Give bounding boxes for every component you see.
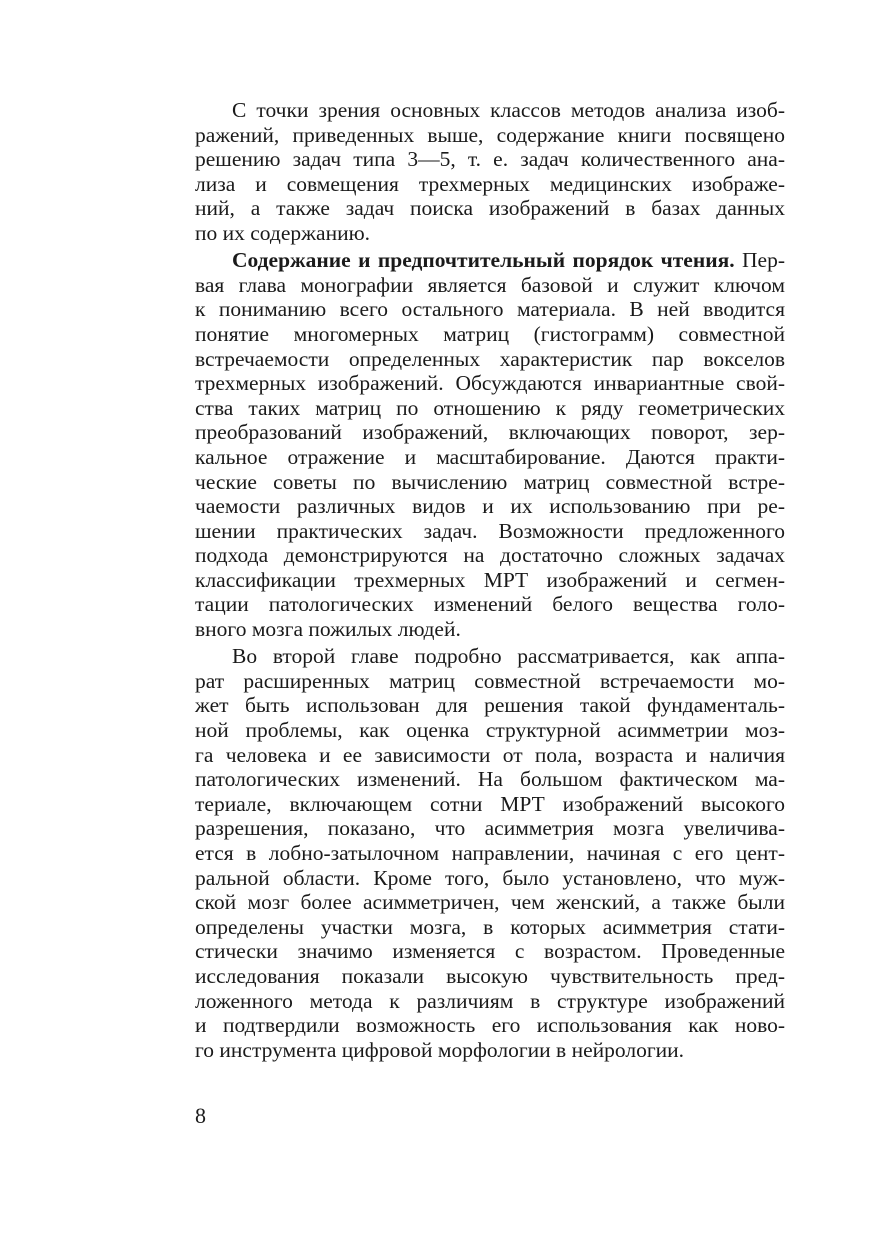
text-line: Во второй главе подробно рассматривается, как аппа- [232,644,785,669]
text-line: чаемости различных видов и их использованию при ре- [195,494,785,519]
run-in-heading: Содержание и предпочтительный порядок чтения. [232,248,735,273]
text-line: кальное отражение и масштабирование. Даются практи- [195,444,785,469]
text-line: трехмерных изображений. Обсуждаются инвариантные свой- [195,371,785,396]
text-line: встречаемости определенных характеристик пар вокселов [195,346,785,371]
paragraph-second-chapter [195,644,785,1062]
text-line: классификации трехмерных МРТ изображений и сегмен- [195,567,785,592]
text-line: ральной области. Кроме того, было установлено, что муж- [195,865,785,890]
text-line: го инструмента цифровой морфологии в нейрологии. [195,1037,685,1062]
heading-line-rest: Пер- [734,248,785,273]
text-line: ложенного метода к различиям в структуре изображений [195,988,785,1013]
text-line: лиза и совмещения трехмерных медицинских изображе- [195,171,785,196]
text-line: ний, а также задач поиска изображений в базах данных [195,196,785,221]
text-line: решению задач типа 3—5, т. е. задач количественного ана- [195,147,785,172]
text-line: ется в лобно-затылочном направлении, начиная с его цент- [195,841,785,865]
text-line: тации патологических изменений белого вещества голо- [195,592,785,617]
text-line: шении практических задач. Возможности предложенного [195,518,785,543]
text-line: С точки зрения основных классов методов анализа изоб- [232,98,785,122]
text-line: ской мозг более асимметричен, чем женский, а также были [195,890,785,915]
text-line: и подтвердили возможность его использования как ново- [195,1013,785,1038]
text-line: подхода демонстрируются на достаточно сложных задачах [195,543,785,568]
paragraph-reading-order [195,248,785,642]
paragraph-intro [195,98,785,246]
text-line-with-heading [195,248,785,273]
page-number: 8 [195,1103,206,1128]
text-line: патологических изменений. На большом фактическом ма- [195,767,785,792]
text-line: жет быть использован для решения такой фундаменталь- [195,693,785,718]
text-line: преобразований изображений, включающих поворот, зер- [195,420,785,445]
text-line: ной проблемы, как оценка структурной асимметрии моз- [195,718,785,743]
text-line: ражений, приведенных выше, содержание книги посвящено [195,122,785,147]
text-line: понятие многомерных матриц (гистограмм) совместной [195,321,785,346]
text-line: рат расширенных матриц совместной встречаемости мо- [195,668,785,693]
body-text [195,98,785,1062]
text-line: вного мозга пожилых людей. [195,617,461,642]
text-line: по их содержанию. [195,220,371,245]
text-line: к пониманию всего остального материала. В ней вводится [195,297,785,322]
text-line: териале, включающем сотни МРТ изображений высокого [195,791,785,816]
text-line: разрешения, показано, что асимметрия мозга увеличива- [195,816,785,841]
text-line: стически значимо изменяется с возрастом. Проведенные [195,939,785,964]
text-line: ства таких матриц по отношению к ряду геометрических [195,395,785,420]
text-line: га человека и ее зависимости от пола, возраста и наличия [195,742,785,767]
text-line: исследования показали высокую чувствительность пред- [195,963,785,988]
text-line: вая глава монографии является базовой и служит ключом [195,272,785,297]
text-line: определены участки мозга, в которых асимметрия стати- [195,914,785,939]
text-line: ческие советы по вычислению матриц совместной встре- [195,469,785,494]
